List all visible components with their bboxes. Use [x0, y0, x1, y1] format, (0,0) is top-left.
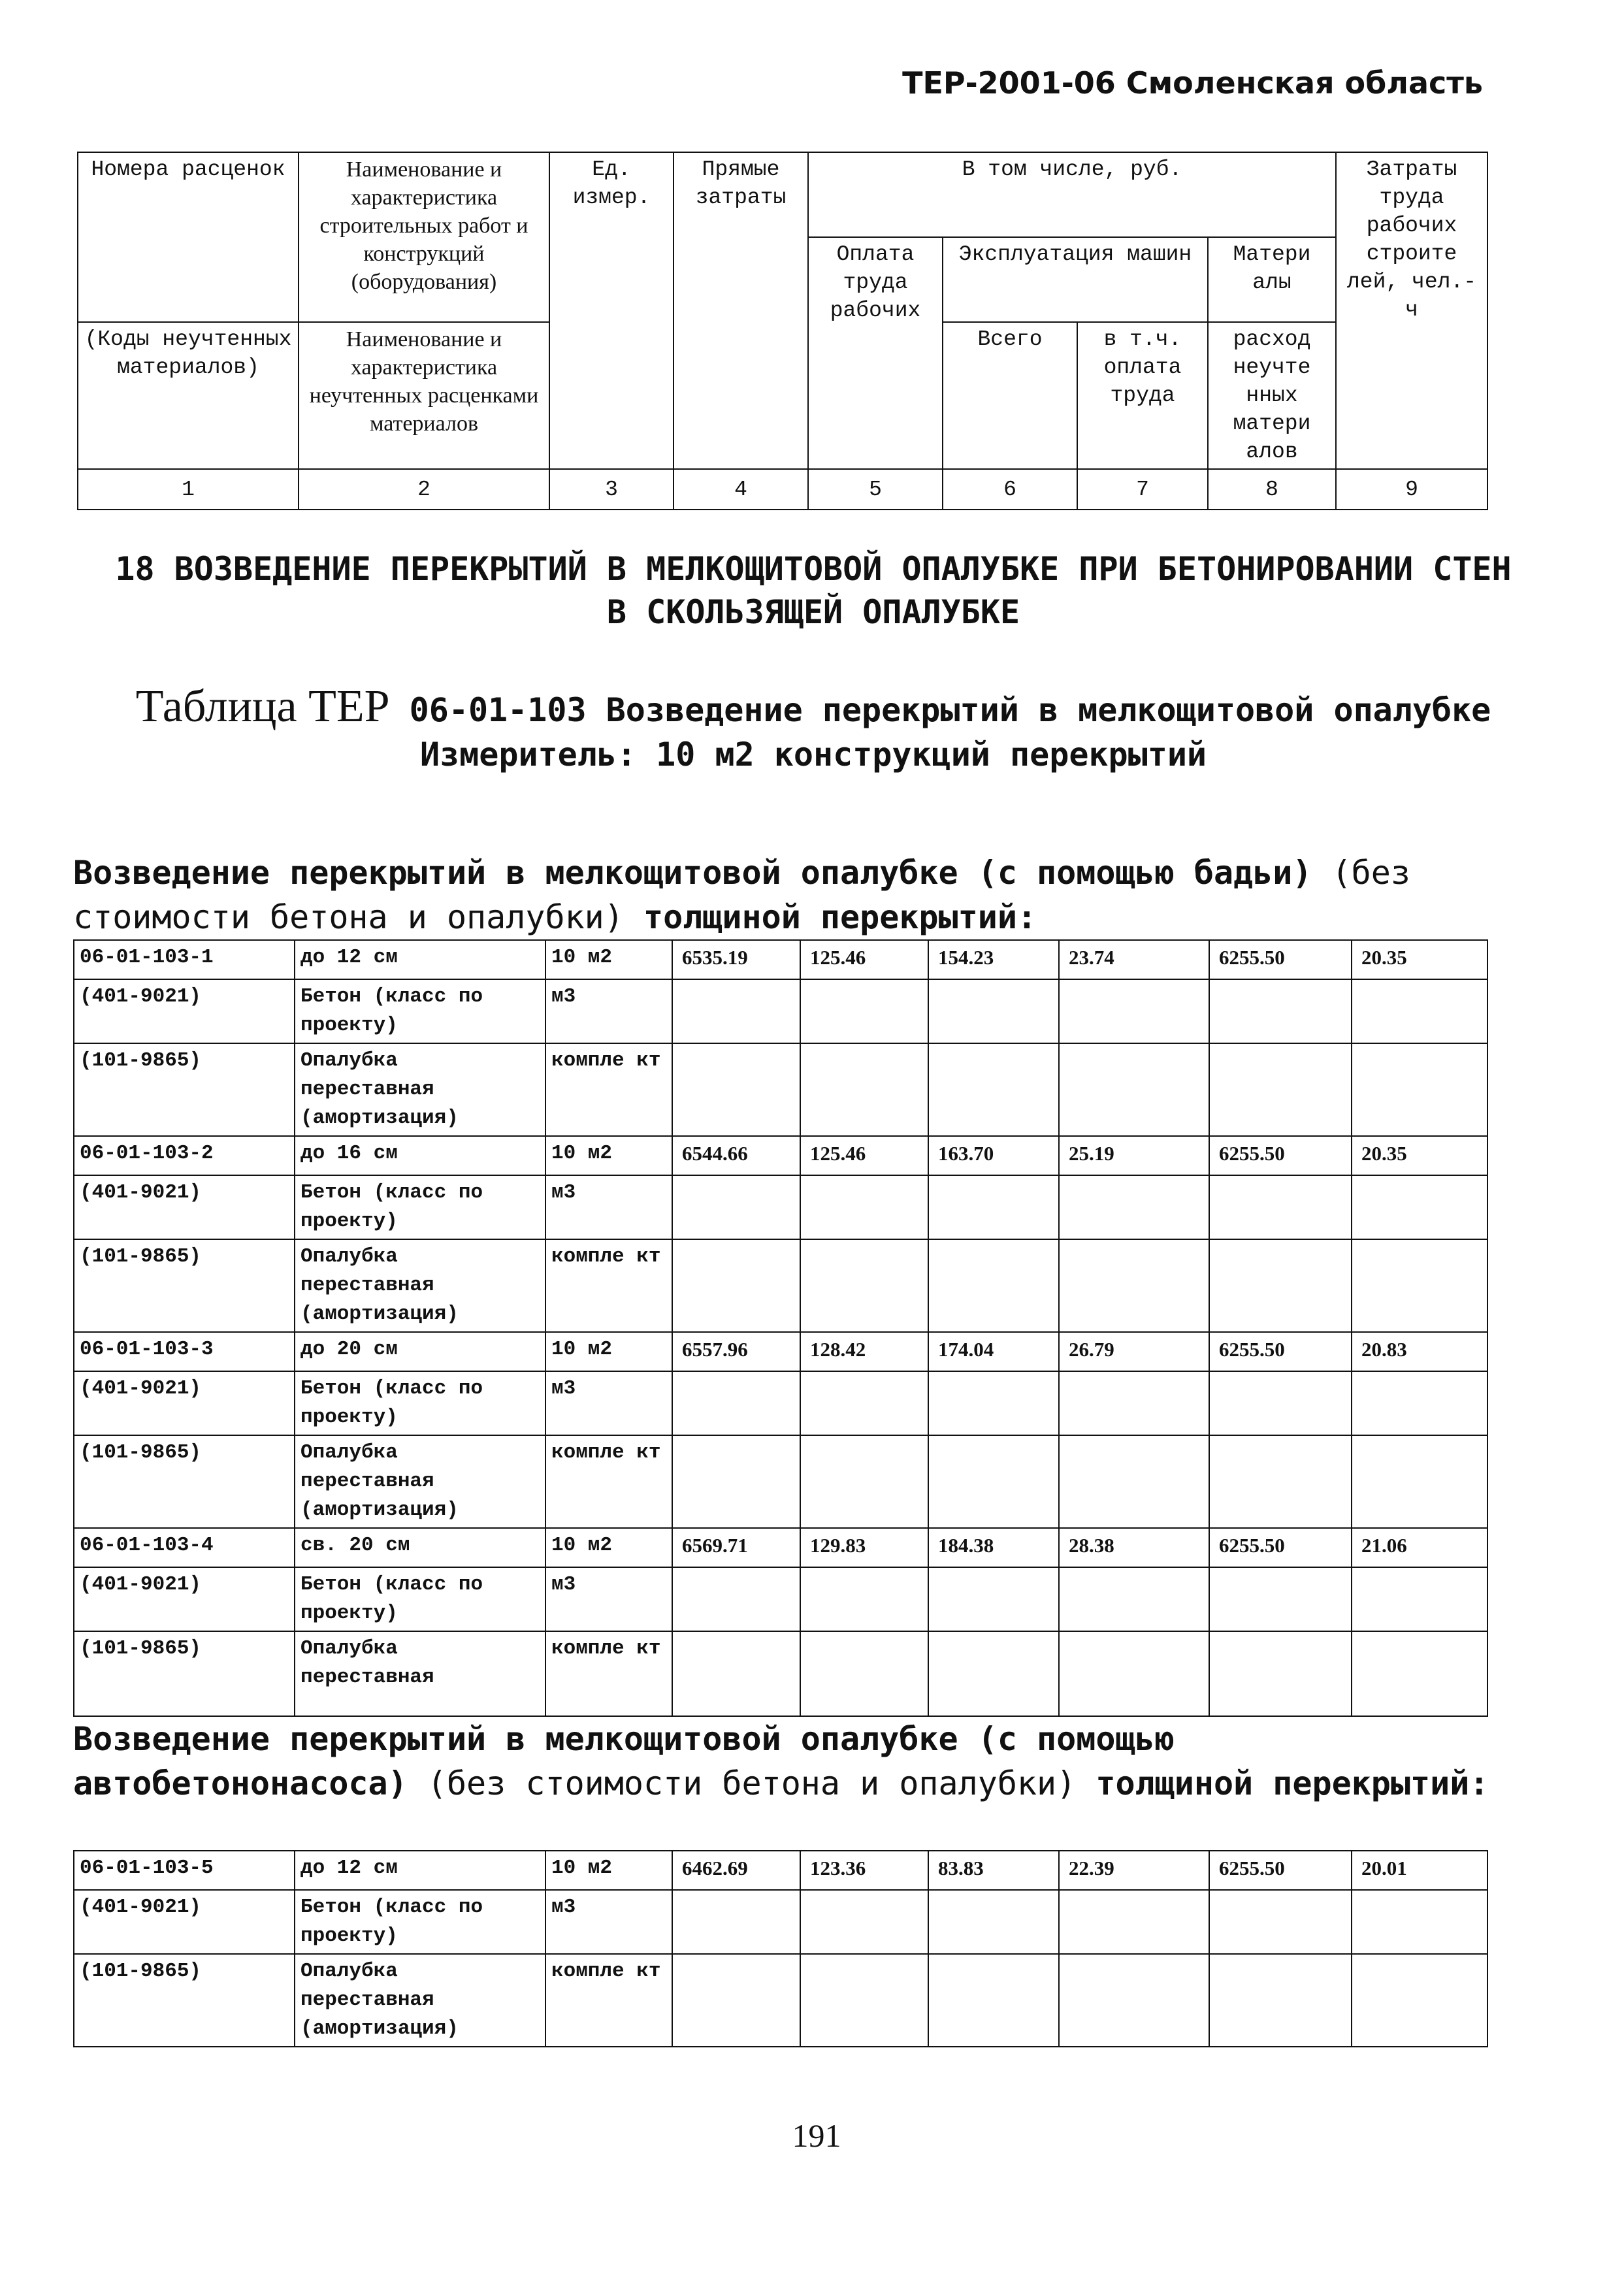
cell-direct [672, 1954, 800, 2047]
cell-labor [1352, 1890, 1487, 1954]
cell-machine-wages [1059, 1371, 1209, 1435]
cell-machine-wages [1059, 1043, 1209, 1136]
running-header: ТЕР-2001-06 Смоленская область [902, 65, 1483, 101]
column-number: 5 [808, 469, 943, 510]
cell-labor: 20.35 [1352, 1136, 1487, 1175]
cell-name: Бетон (класс по проекту) [295, 1567, 545, 1631]
cell-machine-wages [1059, 1954, 1209, 2047]
cell-direct: 6544.66 [672, 1136, 800, 1175]
cell-direct: 6569.71 [672, 1528, 800, 1567]
header-machines-total: Всего [943, 322, 1077, 469]
cell-code: (101-9865) [74, 1239, 295, 1332]
cell-code: 06-01-103-3 [74, 1332, 295, 1371]
table-row [74, 940, 1487, 979]
cell-direct [672, 979, 800, 1043]
cell-unit: 10 м2 [545, 1136, 672, 1175]
cell-name: Бетон (класс по проекту) [295, 1175, 545, 1239]
table-row [74, 1631, 1487, 1716]
rates-table-1 [73, 939, 1488, 1717]
cell-direct [672, 1371, 800, 1435]
cell-machines [928, 1239, 1059, 1332]
cell-machines [928, 1954, 1059, 2047]
column-number: 1 [78, 469, 299, 510]
cell-machine-wages: 28.38 [1059, 1528, 1209, 1567]
cell-machines [928, 1371, 1059, 1435]
cell-unit: компле кт [545, 1043, 672, 1136]
cell-materials [1209, 1043, 1352, 1136]
cell-wages [800, 1567, 928, 1631]
cell-machines: 154.23 [928, 940, 1059, 979]
header-unit: Ед. измер. [549, 152, 674, 469]
cell-wages [800, 1371, 928, 1435]
table-row [74, 979, 1487, 1043]
cell-name: Опалубка переставная (амортизация) [295, 1043, 545, 1136]
table-row [74, 1851, 1487, 1890]
table-row [74, 1239, 1487, 1332]
cell-code: (101-9865) [74, 1435, 295, 1528]
cell-machine-wages [1059, 1239, 1209, 1332]
cell-name: Бетон (класс по проекту) [295, 979, 545, 1043]
cell-wages: 125.46 [800, 1136, 928, 1175]
cell-machines: 163.70 [928, 1136, 1059, 1175]
cell-materials: 6255.50 [1209, 1851, 1352, 1890]
header-material-names: Наименование и характеристика неучтенных расценками материалов [299, 322, 549, 469]
table-caption [98, 681, 1529, 777]
header-machine-wages: в т.ч. оплата труда [1077, 322, 1208, 469]
cell-unit: компле кт [545, 1239, 672, 1332]
cell-name: до 12 см [295, 1851, 545, 1890]
cell-machine-wages: 23.74 [1059, 940, 1209, 979]
cell-unit: 10 м2 [545, 1851, 672, 1890]
cell-name: св. 20 см [295, 1528, 545, 1567]
cell-unit: 10 м2 [545, 1528, 672, 1567]
table-row [74, 1954, 1487, 2047]
cell-unit: м3 [545, 1890, 672, 1954]
cell-wages [800, 1239, 928, 1332]
cell-machines [928, 1631, 1059, 1716]
column-number: 2 [299, 469, 549, 510]
cell-machine-wages: 25.19 [1059, 1136, 1209, 1175]
cell-machines [928, 1890, 1059, 1954]
cell-labor [1352, 1954, 1487, 2047]
cell-name: до 12 см [295, 940, 545, 979]
subsection-heading-1: Возведение перекрытий в мелкощитовой опалубке (с помощью бадьи) (без стоимости бетона и опалубки) толщиной перекрытий: [73, 854, 1410, 936]
cell-name: Опалубка переставная (амортизация) [295, 1435, 545, 1528]
cell-materials [1209, 1631, 1352, 1716]
cell-unit: м3 [545, 1567, 672, 1631]
cell-name: Опалубка переставная (амортизация) [295, 1954, 545, 2047]
cell-direct: 6557.96 [672, 1332, 800, 1371]
column-number: 4 [674, 469, 808, 510]
header-machine-exploitation: Эксплуатация машин [943, 237, 1208, 322]
cell-direct [672, 1435, 800, 1528]
header-material-codes: (Коды неучтенных материалов) [78, 322, 299, 469]
table-row [74, 1043, 1487, 1136]
table-row [74, 1890, 1487, 1954]
cell-direct: 6462.69 [672, 1851, 800, 1890]
rates-table-2 [73, 1850, 1488, 2047]
cell-direct [672, 1239, 800, 1332]
cell-materials [1209, 1371, 1352, 1435]
cell-labor [1352, 1567, 1487, 1631]
cell-machine-wages: 22.39 [1059, 1851, 1209, 1890]
cell-code: 06-01-103-2 [74, 1136, 295, 1175]
cell-materials [1209, 1435, 1352, 1528]
cell-code: 06-01-103-1 [74, 940, 295, 979]
cell-labor [1352, 1631, 1487, 1716]
cell-wages [800, 1435, 928, 1528]
table-row [74, 1371, 1487, 1435]
cell-wages [800, 979, 928, 1043]
cell-labor [1352, 1043, 1487, 1136]
header-wages: Оплата труда рабочих [808, 237, 943, 469]
cell-machine-wages [1059, 1567, 1209, 1631]
cell-name: Бетон (класс по проекту) [295, 1890, 545, 1954]
cell-materials [1209, 1954, 1352, 2047]
cell-labor [1352, 1371, 1487, 1435]
column-number: 7 [1077, 469, 1208, 510]
cell-wages [800, 1175, 928, 1239]
cell-machine-wages [1059, 1890, 1209, 1954]
cell-labor [1352, 979, 1487, 1043]
cell-materials [1209, 1567, 1352, 1631]
cell-unit: компле кт [545, 1435, 672, 1528]
header-work-name: Наименование и характеристика строительных работ и конструкций (оборудования) [299, 152, 549, 322]
cell-direct [672, 1567, 800, 1631]
table-row [74, 1435, 1487, 1528]
header-material-consumption: расход неучте нных матери алов [1208, 322, 1336, 469]
column-header-table [77, 152, 1488, 510]
section-title: 18 ВОЗВЕДЕНИЕ ПЕРЕКРЫТИЙ В МЕЛКОЩИТОВОЙ ОПАЛУБКЕ ПРИ БЕТОНИРОВАНИИ СТЕН В СКОЛЬЗЯЩЕЙ ОПАЛУБКЕ [115, 550, 1512, 631]
cell-unit: компле кт [545, 1954, 672, 2047]
cell-name: Опалубка переставная (амортизация) [295, 1239, 545, 1332]
cell-materials: 6255.50 [1209, 1332, 1352, 1371]
cell-materials [1209, 1175, 1352, 1239]
cell-unit: м3 [545, 979, 672, 1043]
cell-unit: м3 [545, 1175, 672, 1239]
cell-code: (101-9865) [74, 1631, 295, 1716]
cell-code: (401-9021) [74, 1371, 295, 1435]
cell-direct [672, 1631, 800, 1716]
column-number: 9 [1336, 469, 1487, 510]
column-number: 6 [943, 469, 1077, 510]
column-number: 8 [1208, 469, 1336, 510]
cell-materials: 6255.50 [1209, 1528, 1352, 1567]
table-row [74, 1528, 1487, 1567]
cell-unit: 10 м2 [545, 940, 672, 979]
cell-labor: 20.01 [1352, 1851, 1487, 1890]
cell-wages [800, 1890, 928, 1954]
cell-name: Бетон (класс по проекту) [295, 1371, 545, 1435]
cell-machines [928, 1567, 1059, 1631]
header-materials: Матери алы [1208, 237, 1336, 322]
cell-materials [1209, 1239, 1352, 1332]
cell-machine-wages [1059, 979, 1209, 1043]
cell-machines: 184.38 [928, 1528, 1059, 1567]
cell-wages [800, 1631, 928, 1716]
cell-materials [1209, 1890, 1352, 1954]
cell-labor [1352, 1435, 1487, 1528]
table-row [74, 1332, 1487, 1371]
header-labor-costs: Затраты труда рабочих строите лей, чел.-ч [1336, 152, 1487, 469]
cell-direct [672, 1890, 800, 1954]
header-rate-numbers: Номера расценок [78, 152, 299, 322]
header-including: В том числе, руб. [808, 152, 1336, 237]
cell-machine-wages [1059, 1435, 1209, 1528]
cell-machine-wages: 26.79 [1059, 1332, 1209, 1371]
cell-wages [800, 1954, 928, 2047]
cell-code: (101-9865) [74, 1954, 295, 2047]
table-caption-title: 06-01-103 Возведение перекрытий в мелкощитовой опалубке [409, 691, 1491, 729]
cell-labor: 21.06 [1352, 1528, 1487, 1567]
cell-code: 06-01-103-5 [74, 1851, 295, 1890]
column-number: 3 [549, 469, 674, 510]
cell-direct [672, 1043, 800, 1136]
cell-wages: 125.46 [800, 940, 928, 979]
cell-labor: 20.83 [1352, 1332, 1487, 1371]
table-caption-prefix: Таблица ТЕР [135, 681, 390, 732]
table-meter: Измеритель: 10 м2 конструкций перекрытий [419, 736, 1207, 773]
cell-code: (401-9021) [74, 979, 295, 1043]
cell-labor: 20.35 [1352, 940, 1487, 979]
cell-wages: 129.83 [800, 1528, 928, 1567]
cell-name: до 16 см [295, 1136, 545, 1175]
cell-machines [928, 1043, 1059, 1136]
cell-materials: 6255.50 [1209, 940, 1352, 979]
cell-machines [928, 979, 1059, 1043]
cell-machines [928, 1435, 1059, 1528]
cell-name: до 20 см [295, 1332, 545, 1371]
table-row [74, 1175, 1487, 1239]
cell-code: (401-9021) [74, 1890, 295, 1954]
cell-unit: компле кт [545, 1631, 672, 1716]
cell-machines: 83.83 [928, 1851, 1059, 1890]
cell-machine-wages [1059, 1631, 1209, 1716]
cell-wages [800, 1043, 928, 1136]
header-direct-costs: Прямые затраты [674, 152, 808, 469]
cell-machines [928, 1175, 1059, 1239]
cell-direct [672, 1175, 800, 1239]
cell-code: (401-9021) [74, 1175, 295, 1239]
cell-direct: 6535.19 [672, 940, 800, 979]
cell-labor [1352, 1175, 1487, 1239]
cell-unit: м3 [545, 1371, 672, 1435]
cell-wages: 128.42 [800, 1332, 928, 1371]
cell-name: Опалубка переставная [295, 1631, 545, 1716]
cell-wages: 123.36 [800, 1851, 928, 1890]
cell-labor [1352, 1239, 1487, 1332]
cell-machine-wages [1059, 1175, 1209, 1239]
cell-unit: 10 м2 [545, 1332, 672, 1371]
cell-materials: 6255.50 [1209, 1136, 1352, 1175]
subsection-heading-2: Возведение перекрытий в мелкощитовой опалубке (с помощью автобетононасоса) (без стоимости бетона и опалубки) толщиной перекрытий: [73, 1720, 1489, 1802]
cell-materials [1209, 979, 1352, 1043]
cell-machines: 174.04 [928, 1332, 1059, 1371]
page-number: 191 [792, 2117, 841, 2154]
table-row [74, 1567, 1487, 1631]
cell-code: (101-9865) [74, 1043, 295, 1136]
cell-code: (401-9021) [74, 1567, 295, 1631]
table-row [74, 1136, 1487, 1175]
cell-code: 06-01-103-4 [74, 1528, 295, 1567]
